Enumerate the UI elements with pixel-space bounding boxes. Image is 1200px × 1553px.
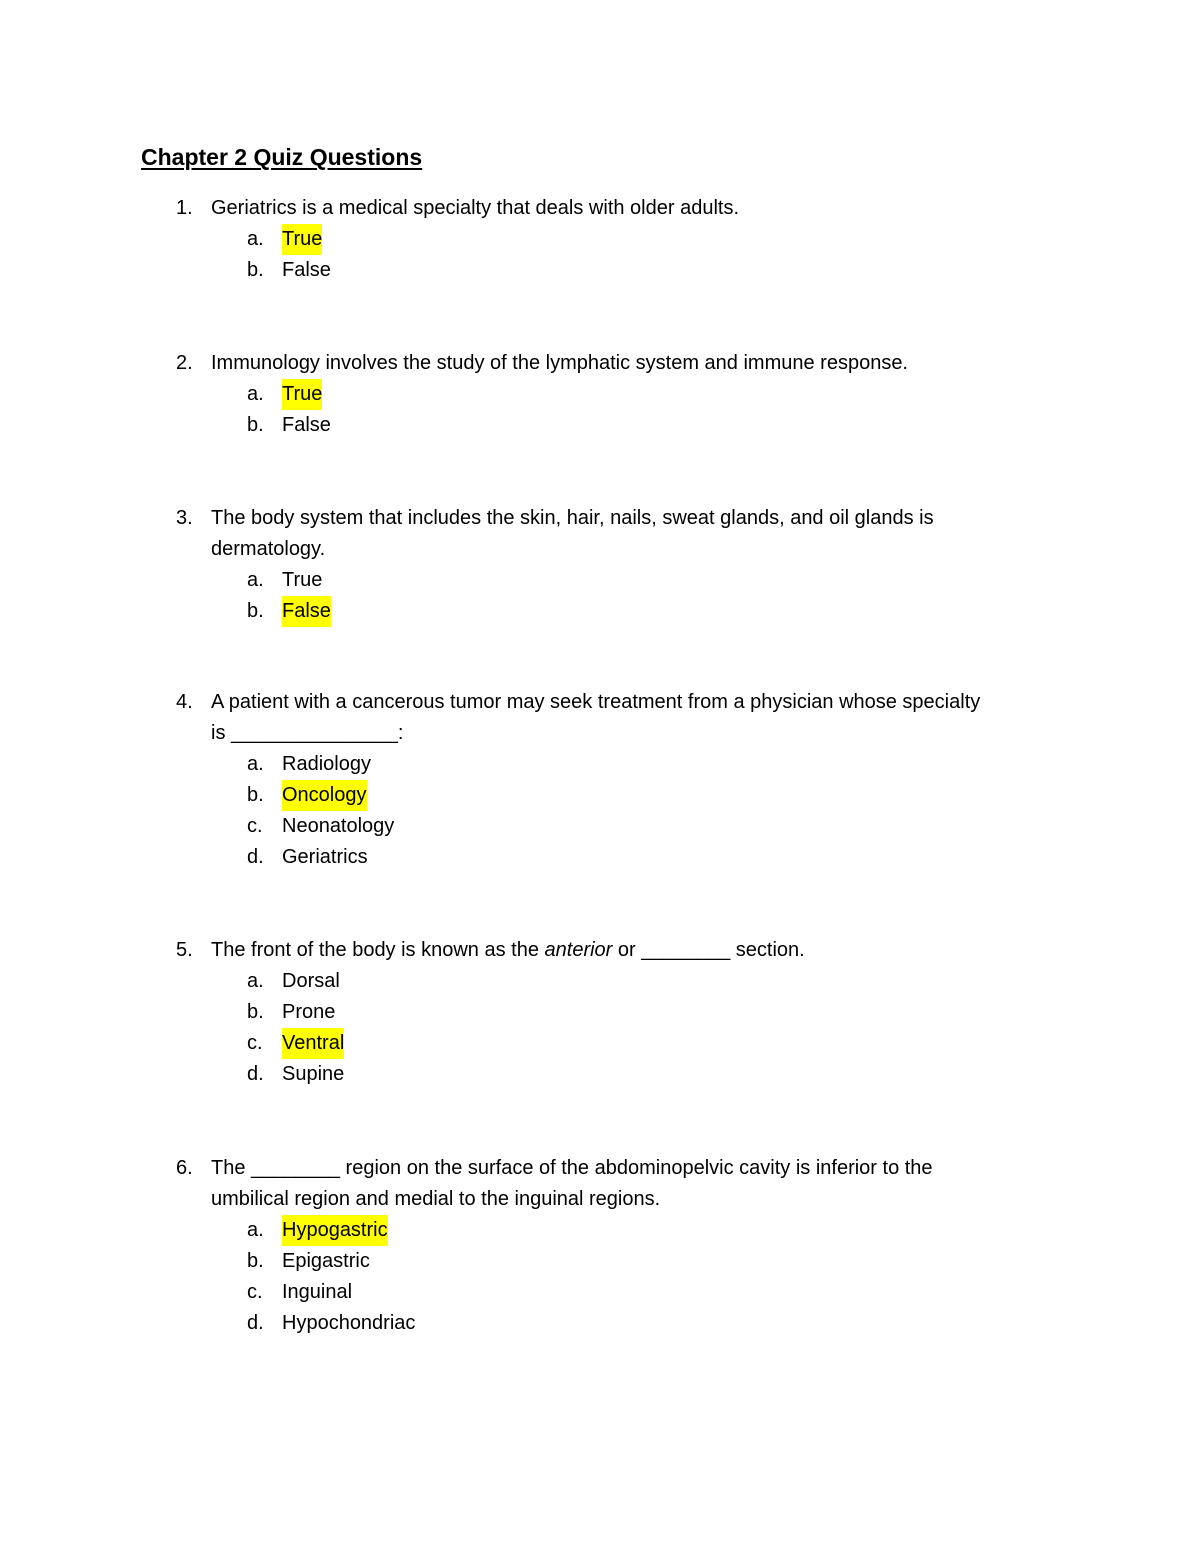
question-5 [0, 935, 1200, 1090]
question-text: Geriatrics is a medical specialty that deals with older adults. [211, 197, 740, 219]
option-text: Hypochondriac [282, 1312, 416, 1334]
answer-option [0, 596, 1200, 627]
answer-option [0, 1215, 1200, 1246]
question-4 [0, 687, 1200, 873]
answer-option [0, 997, 1200, 1028]
answer-option [0, 842, 1200, 873]
answer-option [0, 966, 1200, 997]
question-text-before: The front of the body is known as the [211, 939, 545, 961]
question-line [0, 503, 1200, 534]
question-text [211, 935, 805, 966]
question-number: 5. [176, 939, 193, 961]
question-line [0, 687, 1200, 718]
question-3 [0, 503, 1200, 627]
option-letter: a. [247, 569, 264, 591]
question-6 [0, 1153, 1200, 1339]
question-2 [0, 348, 1200, 441]
option-text-highlighted: False [282, 596, 331, 627]
answer-option [0, 1308, 1200, 1339]
answer-option [0, 1059, 1200, 1090]
option-letter: d. [247, 846, 264, 868]
question-line [0, 193, 1200, 224]
option-text: False [282, 414, 331, 436]
question-line [0, 935, 1200, 966]
question-text-italic: anterior [544, 939, 613, 961]
answer-option [0, 565, 1200, 596]
option-letter: a. [247, 383, 264, 405]
answer-option [0, 1277, 1200, 1308]
option-text-highlighted: Oncology [282, 780, 367, 811]
question-number: 6. [176, 1157, 193, 1179]
option-text: Dorsal [282, 970, 340, 992]
option-letter: d. [247, 1312, 264, 1334]
question-line [0, 1153, 1200, 1184]
option-letter: a. [247, 1219, 264, 1241]
option-letter: a. [247, 753, 264, 775]
option-letter: a. [247, 228, 264, 250]
option-text: Epigastric [282, 1250, 370, 1272]
question-number: 2. [176, 352, 193, 374]
question-line-continued [0, 534, 1200, 565]
option-text-highlighted: True [282, 379, 322, 410]
question-text: is _______________: [211, 722, 404, 744]
answer-option [0, 1028, 1200, 1059]
page-title: Chapter 2 Quiz Questions [141, 144, 423, 170]
answer-option [0, 379, 1200, 410]
option-text: Supine [282, 1063, 345, 1085]
question-number: 1. [176, 197, 193, 219]
option-letter: c. [247, 815, 263, 837]
option-letter: c. [247, 1032, 263, 1054]
option-letter: b. [247, 259, 264, 281]
option-text: Geriatrics [282, 846, 368, 868]
option-letter: a. [247, 970, 264, 992]
option-letter: c. [247, 1281, 263, 1303]
option-text: Inguinal [282, 1281, 353, 1303]
option-text: Radiology [282, 753, 371, 775]
question-1 [0, 193, 1200, 286]
question-text-after: or ________ section. [612, 939, 805, 961]
question-text: The body system that includes the skin, hair, nails, sweat glands, and oil glands is [211, 507, 934, 529]
option-text-highlighted: True [282, 224, 322, 255]
option-letter: b. [247, 414, 264, 436]
question-text: The ________ region on the surface of the abdominopelvic cavity is inferior to the [211, 1157, 933, 1179]
option-letter: d. [247, 1063, 264, 1085]
answer-option [0, 811, 1200, 842]
answer-option [0, 224, 1200, 255]
option-letter: b. [247, 784, 264, 806]
option-text: Neonatology [282, 815, 395, 837]
question-line [0, 348, 1200, 379]
answer-option [0, 1246, 1200, 1277]
answer-option [0, 255, 1200, 286]
option-letter: b. [247, 1250, 264, 1272]
question-text: A patient with a cancerous tumor may seek treatment from a physician whose specialty [211, 691, 981, 713]
option-text-highlighted: Ventral [282, 1028, 344, 1059]
answer-option [0, 780, 1200, 811]
option-letter: b. [247, 600, 264, 622]
answer-option [0, 410, 1200, 441]
question-text: Immunology involves the study of the lymphatic system and immune response. [211, 352, 908, 374]
question-text: umbilical region and medial to the inguinal regions. [211, 1188, 661, 1210]
question-line-continued [0, 1184, 1200, 1215]
question-number: 3. [176, 507, 193, 529]
option-text-highlighted: Hypogastric [282, 1215, 388, 1246]
option-text: True [282, 569, 323, 591]
question-text: dermatology. [211, 538, 326, 560]
question-line-continued [0, 718, 1200, 749]
answer-option [0, 749, 1200, 780]
option-text: Prone [282, 1001, 336, 1023]
option-letter: b. [247, 1001, 264, 1023]
question-number: 4. [176, 691, 193, 713]
option-text: False [282, 259, 331, 281]
